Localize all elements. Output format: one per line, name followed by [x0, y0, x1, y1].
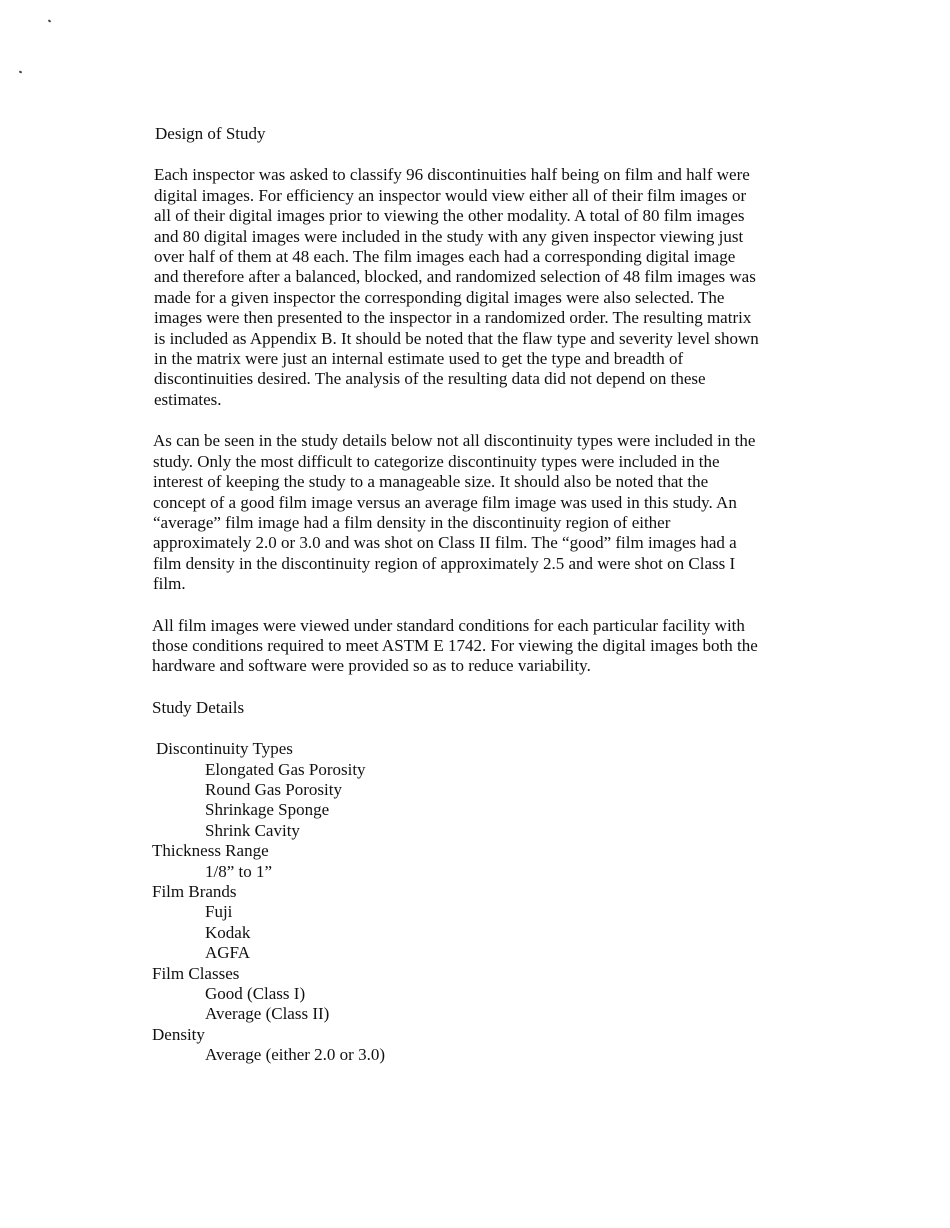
text-line: those conditions required to meet ASTM E 1742. For viewing the digital images both the: [152, 635, 758, 655]
text-line: all of their digital images prior to viewing the other modality. A total of 80 film images: [154, 206, 745, 226]
text-line: is included as Appendix B. It should be noted that the flaw type and severity level shown: [154, 328, 759, 348]
text-line: and 80 digital images were included in the study with any given inspector viewing just: [154, 226, 744, 246]
text-line: in the matrix were just an internal estimate used to get the type and breadth of: [154, 349, 684, 369]
text-line: discontinuities desired. The analysis of the resulting data did not depend on these: [154, 369, 706, 389]
category-label: Density: [152, 1024, 205, 1044]
text-line: images were then presented to the inspector in a randomized order. The resulting matrix: [154, 308, 752, 328]
paragraph-1: [154, 165, 812, 410]
text-line: film.: [153, 574, 186, 594]
study-details-heading: Study Details: [152, 697, 245, 717]
text-line: interest of keeping the study to a manageable size. It should also be noted that the: [153, 472, 709, 492]
paragraph-3: [152, 616, 812, 677]
text-line: concept of a good film image versus an average film image was used in this study. An: [153, 492, 737, 512]
category-item: AGFA: [205, 943, 251, 963]
text-line: As can be seen in the study details below not all discontinuity types were included in the: [153, 431, 756, 451]
scan-speck: [19, 71, 23, 74]
details-category: [152, 882, 812, 964]
text-line: approximately 2.0 or 3.0 and was shot on Class II film. The “good” film images had a: [153, 533, 737, 553]
scan-speck: [48, 19, 52, 22]
text-line: “average” film image had a film density in the discontinuity region of either: [153, 512, 671, 532]
category-item: Good (Class I): [205, 984, 306, 1004]
text-line: film density in the discontinuity region of approximately 2.5 and were shot on Class I: [153, 553, 736, 573]
category-item: Elongated Gas Porosity: [205, 759, 366, 779]
study-details-list: [152, 739, 812, 1066]
text-line: study. Only the most difficult to categorize discontinuity types were included in the: [153, 451, 720, 471]
category-label: Discontinuity Types: [156, 739, 293, 759]
category-item: Shrink Cavity: [205, 820, 300, 840]
details-category: [152, 841, 812, 882]
text-line: All film images were viewed under standard conditions for each particular facility with: [152, 615, 745, 635]
category-item: Average (either 2.0 or 3.0): [205, 1045, 385, 1065]
category-item: Round Gas Porosity: [205, 779, 342, 799]
category-item: Average (Class II): [205, 1004, 330, 1024]
category-item: Fuji: [205, 902, 233, 922]
category-label: Thickness Range: [152, 841, 269, 861]
text-line: made for a given inspector the corresponding digital images were also selected. The: [154, 287, 725, 307]
details-category: [152, 964, 812, 1025]
text-line: hardware and software were provided so as to reduce variability.: [152, 656, 591, 676]
text-line: digital images. For efficiency an inspector would view either all of their film images or: [154, 185, 747, 205]
category-label: Film Classes: [152, 963, 240, 983]
document-page: [152, 124, 812, 1066]
details-category: [152, 1025, 812, 1066]
paragraph-2: [153, 431, 812, 594]
category-item: Kodak: [205, 922, 251, 942]
text-line: over half of them at 48 each. The film images each had a corresponding digital image: [154, 247, 736, 267]
category-item: Shrinkage Sponge: [205, 800, 330, 820]
text-line: Each inspector was asked to classify 96 discontinuities half being on film and half were: [154, 165, 750, 185]
text-line: estimates.: [154, 389, 222, 409]
page-title: Design of Study: [155, 124, 266, 143]
category-item: 1/8” to 1”: [205, 861, 273, 881]
details-category: [156, 739, 812, 841]
text-line: and therefore after a balanced, blocked, and randomized selection of 48 film images was: [154, 267, 756, 287]
category-label: Film Brands: [152, 882, 237, 901]
